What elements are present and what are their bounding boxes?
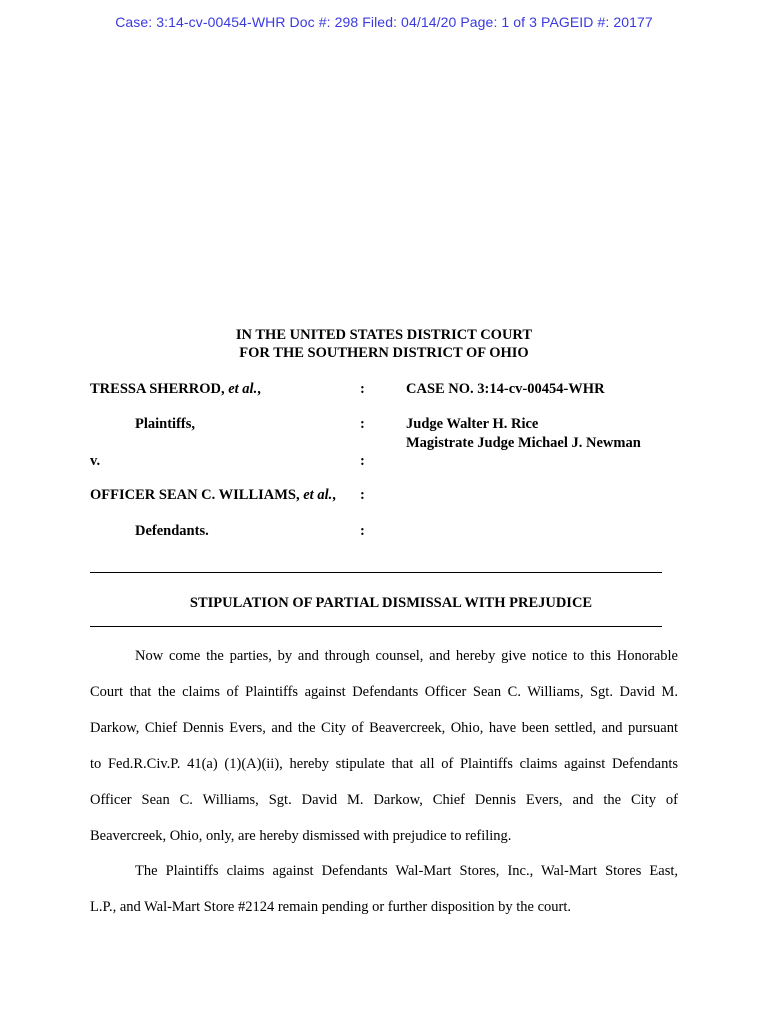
court-line-1: IN THE UNITED STATES DISTRICT COURT [235,327,533,343]
plaintiffs-label: Plaintiffs, [135,416,196,432]
defendant-name: OFFICER SEAN C. WILLIAMS, et al., [90,487,336,503]
paragraph-line: Darkow, Chief Dennis Evers, and the City of Beavercreek, Ohio, have been settled, and pursuant [90,720,678,736]
defendant-et-al: et al. [303,487,333,503]
paragraph-line: Beavercreek, Ohio, only, are hereby dismissed with prejudice to refiling. [90,828,512,844]
judge-name: Judge Walter H. Rice [406,416,539,432]
paragraph-line: The Plaintiffs claims against Defendants Wal-Mart Stores, Inc., Wal-Mart Stores East, [135,863,678,879]
paragraph-1 [90,638,678,854]
paragraph-line: to Fed.R.Civ.P. 41(a) (1)(A)(ii), hereby stipulate that all of Plaintiffs claims against Defendants [90,756,678,772]
paragraph-2 [90,853,678,925]
versus-label: v. [90,453,101,469]
paragraph-line: Now come the parties, by and through counsel, and hereby give notice to this Honorable [135,648,678,664]
caption-colon: : [360,416,365,432]
plaintiff-et-al: et al. [228,381,258,397]
paragraph-line: L.P., and Wal-Mart Store #2124 remain pending or further disposition by the court. [90,899,572,915]
magistrate-judge-name: Magistrate Judge Michael J. Newman [406,435,641,451]
caption-colon: : [360,487,365,503]
defendants-label: Defendants. [135,523,209,539]
document-title: STIPULATION OF PARTIAL DISMISSAL WITH PREJUDICE [189,595,593,611]
caption-colon: : [360,453,365,469]
paragraph-line: Court that the claims of Plaintiffs against Defendants Officer Sean C. Williams, Sgt. David M. [90,684,678,700]
caption-colon: : [360,523,365,539]
court-line-2: FOR THE SOUTHERN DISTRICT OF OHIO [239,345,529,361]
caption-divider-top [90,572,662,573]
court-heading [0,326,768,362]
caption-colon: : [360,381,365,397]
caption-divider-bottom [90,626,662,627]
filing-stamp: Case: 3:14-cv-00454-WHR Doc #: 298 Filed: 04/14/20 Page: 1 of 3 PAGEID #: 20177 [115,14,653,30]
plaintiff-name: TRESSA SHERROD, et al., [90,381,261,397]
paragraph-line: Officer Sean C. Williams, Sgt. David M. Darkow, Chief Dennis Evers, and the City of [90,792,678,808]
case-number: CASE NO. 3:14-cv-00454-WHR [406,381,605,397]
